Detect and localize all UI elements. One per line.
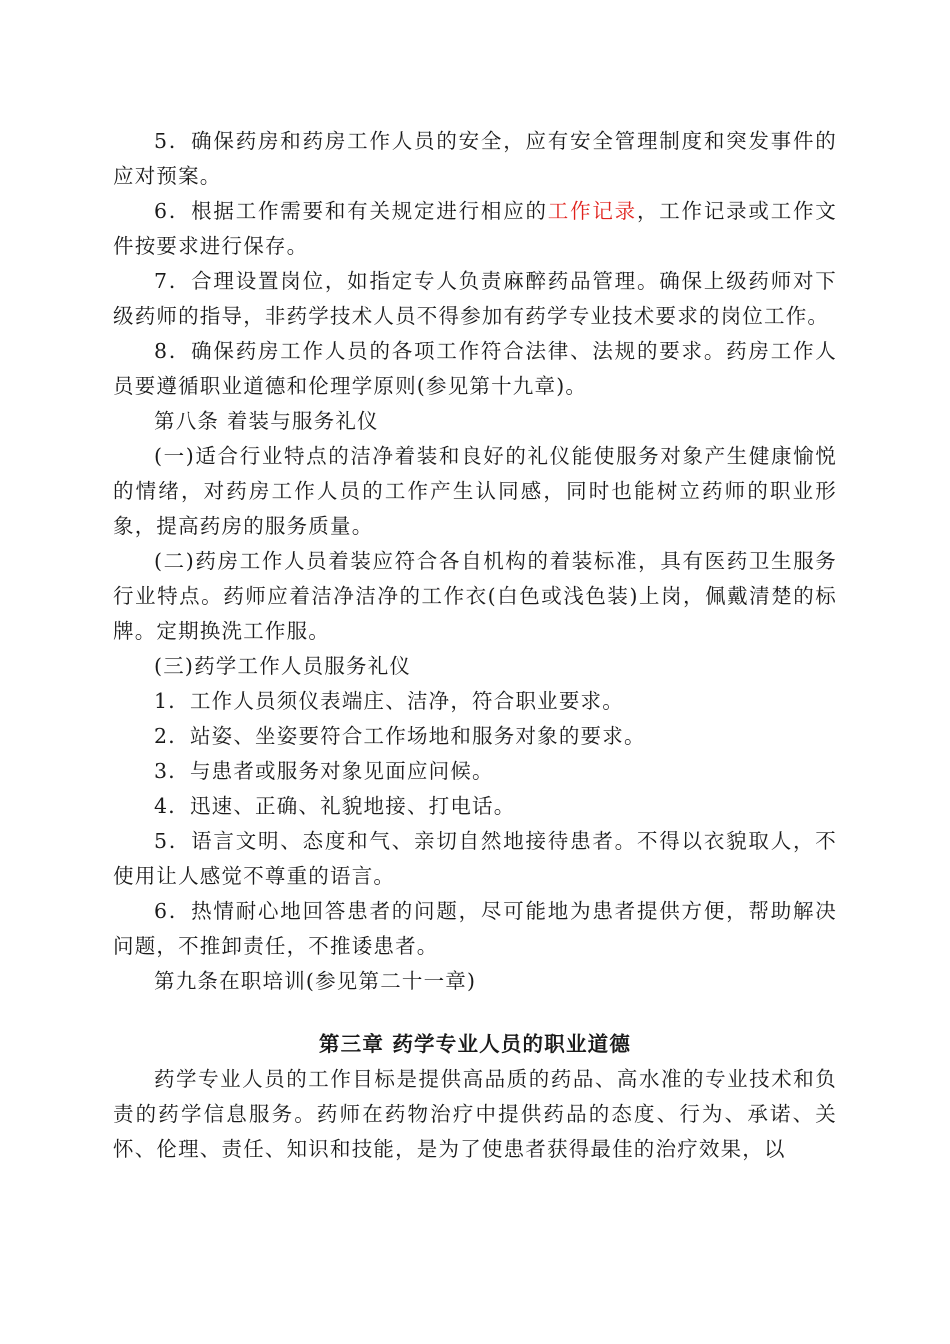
etiquette-item-6: 6．热情耐心地回答患者的问题，尽可能地为患者提供方便，帮助解决问题，不推卸责任，不推诿患者。 (113, 899, 837, 958)
etiquette-item-5: 5．语言文明、态度和气、亲切自然地接待患者。不得以衣貌取人，不使用让人感觉不尊重的语言。 (113, 829, 837, 888)
article-8-heading: 第八条 着装与服务礼仪 (154, 409, 379, 433)
section-2-paragraph: (二)药房工作人员着装应符合各自机构的着装标准，具有医药卫生服务行业特点。药师应着洁净洁净的工作衣(白色或浅色装)上岗，佩戴清楚的标牌。定期换洗工作服。 (113, 549, 837, 643)
paragraph-item-6-records (113, 194, 837, 264)
chapter-intro-paragraph: 药学专业人员的工作目标是提供高品质的药品、高水准的专业技术和负责的药学信息服务。药师在药物治疗中提供药品的态度、行为、承诺、关怀、伦理、责任、知识和技能，是为了使患者获得最佳的治疗效果，以 (113, 1067, 837, 1161)
section-1-paragraph: (一)适合行业特点的洁净着装和良好的礼仪能使服务对象产生健康愉悦的情绪，对药房工作人员的工作产生认同感，同时也能树立药师的职业形象，提高药房的服务质量。 (113, 444, 837, 538)
paragraph-item-8-compliance: 8．确保药房工作人员的各项工作符合法律、法规的要求。药房工作人员要遵循职业道德和伦理学原则(参见第十九章)。 (113, 339, 837, 398)
paragraph-text: ，工作记录或工作文件按要求进行保存。 (113, 199, 837, 258)
highlighted-term: 工作记录 (547, 199, 637, 223)
etiquette-item-2: 2．站姿、坐姿要符合工作场地和服务对象的要求。 (154, 724, 646, 748)
article-9-heading: 第九条在职培训(参见第二十一章) (154, 969, 477, 993)
paragraph-text: 6．根据工作需要和有关规定进行相应的 (154, 199, 548, 223)
chapter-title: 第三章 药学专业人员的职业道德 (318, 1032, 632, 1056)
etiquette-item-1: 1．工作人员须仪表端庄、洁净，符合职业要求。 (154, 689, 624, 713)
etiquette-item-3: 3．与患者或服务对象见面应问候。 (154, 759, 494, 783)
paragraph-item-5-safety: 5．确保药房和药房工作人员的安全，应有安全管理制度和突发事件的应对预案。 (113, 129, 837, 188)
section-3-heading: (三)药学工作人员服务礼仪 (154, 654, 412, 678)
etiquette-item-4: 4．迅速、正确、礼貌地接、打电话。 (154, 794, 516, 818)
paragraph-item-7-positions: 7．合理设置岗位，如指定专人负责麻醉药品管理。确保上级药师对下级药师的指导，非药学技术人员不得参加有药学专业技术要求的岗位工作。 (113, 269, 837, 328)
